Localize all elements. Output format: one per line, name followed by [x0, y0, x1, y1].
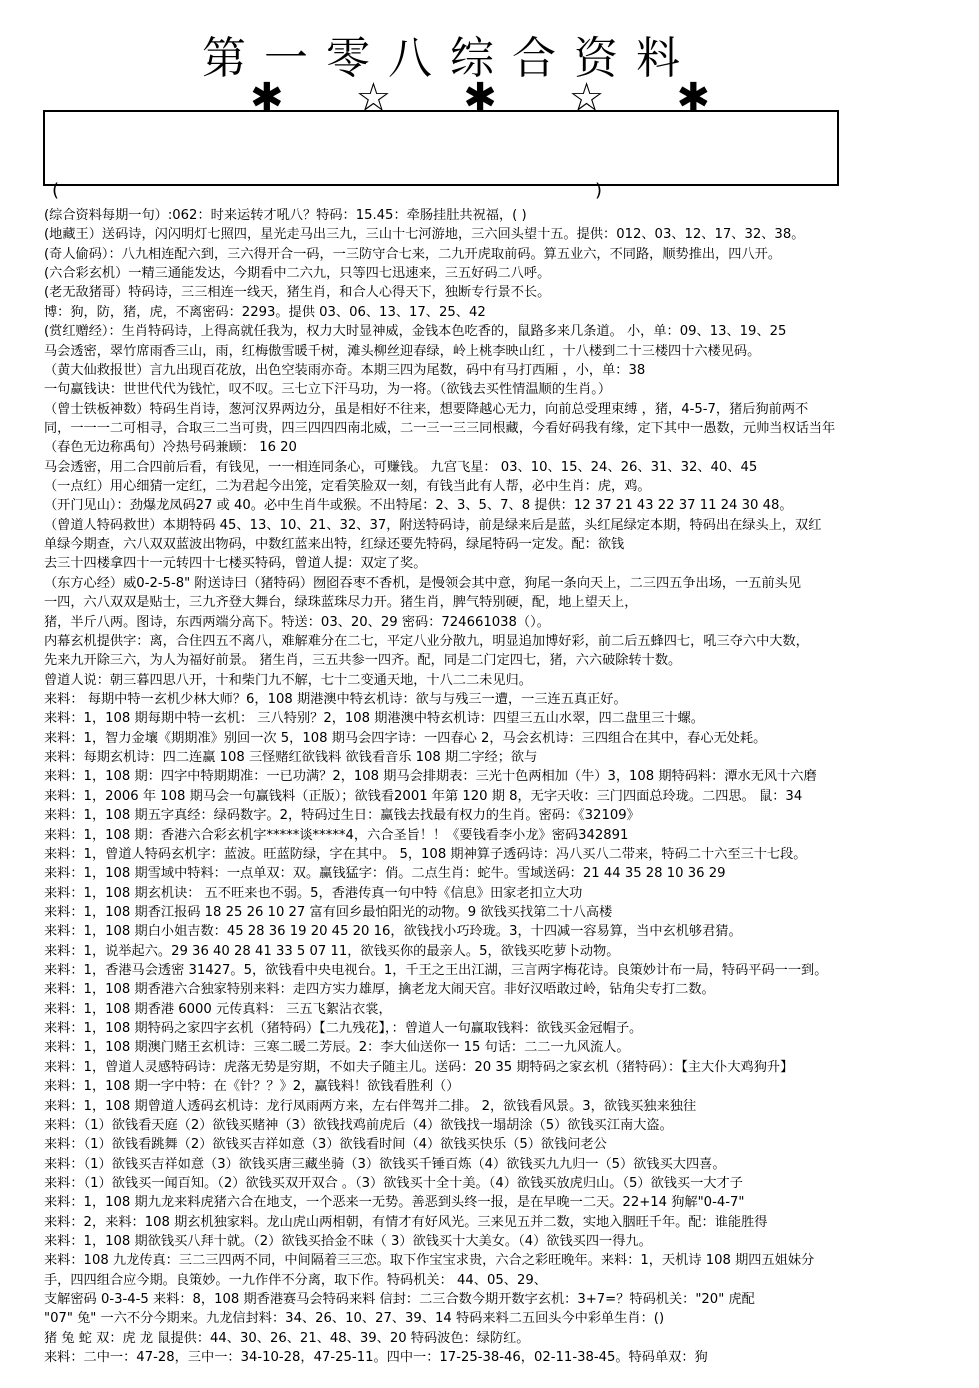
right-parenthesis: )	[594, 180, 602, 201]
text-line: 来料：1，108 期欲钱买八拜十就。（2）欲钱买拾金不昧（ 3）欲钱买十大美女。（4）欲钱买四一得九。	[44, 1234, 652, 1250]
text-line: （黄大仙救报世）言九出现百花放，出色空装雨亦奇。本期三四为尾数，码中有马打西厢 ，小，单：38	[44, 362, 646, 378]
text-line: (六合彩玄机）一精三通能发达，今期看中二六九，只等四七迅速来，三五好码二八呼。	[44, 266, 551, 282]
text-line: 来料：1，108 期澳门赌王玄机诗：三寒二暖二芳辰。2：李大仙送你一 15 句话：二二一九风流人。	[44, 1040, 630, 1056]
text-line: 一句赢钱诀：世世代代为钱忙，叹不叹。三七立下汗马功，为一将。（欲钱去买性情温顺的生肖。）	[44, 382, 612, 398]
text-line: (地藏王）送码诗，闪闪明灯七照四，星光走马出三九，三山十七河游地，三六回头望十五。提供：012、03、12、17、32、38。	[44, 227, 805, 243]
text-line: 来料：1，108 期：四字中特期期准：一已功满？2，108 期马会排期表：三光十色两相加（牛）3，108 期特码料：潭水无风十六磨	[44, 769, 817, 785]
text-line: 来料：（1）欲钱买一闻百知。（2）欲钱买双开双合 。（3）欲钱买十全十美。（4）欲钱买放虎归山。（5）欲钱买一大才子	[44, 1175, 743, 1191]
text-line: 单绿今期查，六八双双蓝波出物码，中数红蓝来出特，红绿还要先特码，绿尾特码一定发。配：欲钱	[44, 537, 625, 553]
parenthesis-row	[52, 180, 602, 201]
text-line: 来料：1，智力金壤《期期准》别回一次 5，108 期马会四字诗：一四春心 2，马会玄机诗：三四组合在其中，春心无处耗。	[44, 730, 767, 746]
text-line: "07" 兔" 一六不分今期来。九龙信封料：34、26、10、27、39、14 特码来料二五回头今中彩单生肖：()	[44, 1311, 665, 1327]
text-line: (综合资料每期一句）:062：时来运转才吼八？特码：15.45：牵肠挂肚共祝福，( )	[44, 208, 527, 223]
text-line: 来料：1，108 期曾道人透码玄机诗：龙行凤雨两方来，左右伴驾并二排。 2，欲钱看风景。3，欲钱买独来独往	[44, 1098, 697, 1114]
text-line: 去三十四楼拿四十一元转四十七楼买特码，曾道人提：双定了奖。	[44, 556, 427, 572]
text-line: 一四，六八双双是贴士，三九齐登大舞台，绿珠蓝珠尽力开。猪生肖，脾气特别硬，配，地上望天上，	[44, 595, 638, 611]
text-line: 来料：1，108 期白小姐吉数：45 28 36 19 20 45 20 16，欲钱找小巧玲珑。3，十四减一容易算，当中玄机够君猜。	[44, 924, 742, 940]
star-outline-icon: ☆	[568, 75, 605, 121]
star-outline-icon: ☆	[355, 75, 392, 121]
text-line: 来料： 每期中特一玄机少林大师？6，108 期港澳中特玄机诗：欲与与残三一遭，一三连五真正好。	[44, 691, 627, 707]
text-line: (奇人偷码）：八九相连配六到，三六得开合一码，一三防守合七来，二九开虎取前码。算五业六，不同路，顺势推出，四八开。	[44, 246, 782, 262]
text-line: （曾士铁板神数）特码生肖诗，葱河汉界两边分，虽是相好不往来，想要降越心无力，向前总受理束缚 ，猪，4-5-7，猪后狗前两不	[44, 401, 809, 417]
text-line: 来料：（1）欲钱看跳舞（2）欲钱买吉祥如意（3）欲钱看时间（4）欲钱买快乐（5）欲钱问老公	[44, 1137, 607, 1153]
text-line: 来料：1，说举起六。29 36 40 28 41 33 5 07 11，欲钱买你的最亲人。5，欲钱买吃萝卜动物。	[44, 943, 620, 959]
text-line: 来料：1，108 期九龙来料虎猪六合在地支，一个恶来一无势。善恶到头终一报，是在早晚一二天。22+14 狗解"0-4-7"	[44, 1195, 745, 1211]
text-line: 马会透密，用二合四前后看，有钱见，一一相连同条心，可赚钱。 九宫飞星： 03、10、15、24、26、31、32、40、45	[44, 459, 758, 475]
text-line: 内幕玄机提供字：离，合住四五不离八，难解难分在二七，平定八业分散九，明显追加博好彩，前二后五蜂四七，吼三夺六中大数，	[44, 633, 809, 649]
text-line: 来料：1，108 期玄机诀： 五不旺来也不弱。5，香港传真一句中特《信息》田家老扣立大功	[44, 885, 583, 901]
text-line: （春色无边称禹旬）冷热号码兼顾： 16 20	[44, 440, 297, 456]
asterisk-icon: ✱	[676, 75, 710, 121]
text-line: 来料：1，108 期香江报码 18 25 26 10 27 富有回乡最怕阳光的动物。9 欲钱买找第二十八高楼	[44, 904, 613, 920]
text-line: （一点红）用心细猜一定红，二为君起今出笼，定看笑脸双一刻，有钱当此有人帮，必中生肖：虎，鸡。	[44, 479, 651, 495]
text-line: 来料：1，108 期特码之家四字玄机（猪特码）【二九残花】，：曾道人一句赢取钱料：欲钱买金冠帽子。	[44, 1021, 643, 1037]
text-line: 来料：1，香港马会透密 31427。5，欲钱看中央电视台。1，千王之王出江湖，三言两字梅花诗。良策妙计布一局，特码平码一一到。	[44, 963, 828, 979]
text-line: 来料：1，2006 年 108 期马会一句赢钱料（正版）；欲钱看2001 年第 120 期 8，无字天收：三门四面总玲珑。二四思。 鼠：34	[44, 788, 803, 804]
text-line: 手，四四组合应今期。良策妙。一九作伴不分离，取下作。特码机关： 44、05、29、	[44, 1272, 547, 1288]
text-line: 来料：每期玄机诗：四二连赢 108 三怪赌红欲钱料 欲钱看音乐 108 期二字经；欲与	[44, 750, 538, 766]
text-line: 来料：1，108 期：香港六合彩玄机字*****谈*****4，六合圣旨！！《要钱看李小龙》密码342891	[44, 827, 629, 843]
left-parenthesis: (	[52, 180, 60, 201]
asterisk-icon: ✱	[463, 75, 497, 121]
text-line: 来料：1，108 期五字真经：绿码数字。2，特码过生日：赢钱去找最有权力的生肖。密码：《32109》	[44, 808, 640, 824]
text-line: 支解密码 0-3-4-5 来料：8，108 期香港赛马会特码来料 信封：二三合数今期开数字玄机：3+7=？特码机关："20" 虎配	[44, 1292, 755, 1308]
text-line: 来料：1，108 期一字中特：在《针？？》2，赢钱料！欲钱看胜利（）	[44, 1079, 460, 1095]
text-line: 来料：1，108 期香港六合独家特别来料：走四方实力雄厚，擒老龙大闹天宫。非好汉唔敢过岭，钻角尖专打二数。	[44, 982, 715, 998]
text-line: 猪 兔 蛇 双：虎 龙 鼠提供：44、30、26、21、48、39、20 特码波色：绿防红。	[44, 1330, 530, 1346]
text-line: （曾道人特码救世）本期特码 45、13、10、21、32、37，附送特码诗，前是绿来后是蓝，头红尾绿定本期，特码出在绿头上，双红	[44, 517, 822, 533]
text-line: 来料：1，曾道人灵感特码诗：虎落无势是穷期，不如夫子随主儿。送码：20 35 期特码之家玄机（猪特码）：【主大仆大鸡狗升】	[44, 1059, 794, 1075]
text-line: 来料：2，来料：108 期玄机独家料。龙山虎山两相朝，有情才有好风光。三来见五并二数，实地入胭旺千年。配：谁能胜得	[44, 1214, 768, 1230]
text-line: (老无敌猪哥）特码诗，三三相连一线天，猪生肖，和合人心得天下，独断专行景不长。	[44, 285, 551, 301]
text-line: 猪，半斤八两。图诗，东西两端分高下。特送：03、20、29 密码：724661038（）。	[44, 614, 550, 630]
text-line: 曾道人说：朝三暮四思八开，十和柴门九不解，七十二变通天地，十八二二未见归。	[44, 672, 532, 688]
text-line: 博：狗，防，猪，虎，不离密码：2293。提供 03、06、13、17、25、42	[44, 304, 486, 320]
text-line: 来料：1，108 期香港 6000 元传真料： 三五飞絮沾衣裳，	[44, 1001, 392, 1017]
document-body	[44, 206, 964, 1368]
blank-header-box	[43, 110, 839, 186]
text-line: （开门见山）：劲爆龙凤码27 或 40。必中生肖牛或猴。不出特尾：2、3、5、7、8 提供：12 37 21 43 22 37 11 24 30 48。	[44, 498, 793, 514]
text-line: 来料：1，曾道人特码玄机字：蓝波。旺蓝防绿，字在其中。 5，108 期神算子透码诗：冯八买八二带来，特码二十六至三十七段。	[44, 846, 807, 862]
text-line: 同，一一一二可相寻，合取三二当可贵，四三四四四南北威，二一三一三三同根藏，今看好码我有缘，定下其中一愚数，元帅当权话当年	[44, 420, 836, 436]
text-line: 来料：（1）欲钱买吉祥如意（3）欲钱买唐三藏坐骑（3）欲钱买千锤百炼（4）欲钱买九九归一（5）欲钱买大四喜。	[44, 1156, 726, 1172]
text-line: 先来九开除三六，为人为福好前景。 猪生肖，三五共参一四齐。配，同是二门定四七，猪，六六破除转十数。	[44, 653, 682, 669]
text-line: （东方心经）威0-2-5-8" 附送诗曰（猪特码）囫囵吞枣不香机，是慢领会其中意，狗尾一条向天上，二三四五争出场，一五前头见	[44, 575, 802, 591]
text-line: 来料：二中一：47-28，三中一：34-10-28，47-25-11。四中一：17-25-38-46，02-11-38-45。特码单双：狗	[44, 1350, 708, 1366]
text-line: 马会透密，翠竹席雨香三山，雨，红梅傲雪暖千树，滩头柳丝迎春绿，岭上桃李映山红 ，十八楼到二十三楼四十六楼见码。	[44, 343, 761, 359]
text-line: 来料：1，108 期雪域中特料：一点单双：双。赢钱猛字：俏。二点生肖：蛇牛。雪域送码：21 44 35 28 10 36 29	[44, 866, 726, 882]
text-line: 来料：108 九龙传真：三二三四两不同，中间隔着三三恋。取下作宝宝求贵，六合之彩旺晚年。来料：1，天机诗 108 期四五姐妹分	[44, 1253, 815, 1269]
text-line: 来料：（1）欲钱看天庭（2）欲钱买赌神（3）欲钱找鸡前虎后（4）欲钱找一塌胡涂（5）欲钱买江南大盗。	[44, 1117, 673, 1133]
text-line: 来料：1，108 期每期中特一玄机： 三八特别？2，108 期港澳中特玄机诗：四望三五山水翠，四二盘里三十螺。	[44, 711, 704, 727]
document-title: 第一零八综合资料	[202, 33, 698, 84]
text-line: (赏红赠经）：生肖特码诗，上得高就任我为，权力大时显神威，金钱本色吃香的，鼠路多来几条道。 小，单：09、13、19、25	[44, 324, 787, 340]
asterisk-icon: ✱	[250, 75, 284, 121]
